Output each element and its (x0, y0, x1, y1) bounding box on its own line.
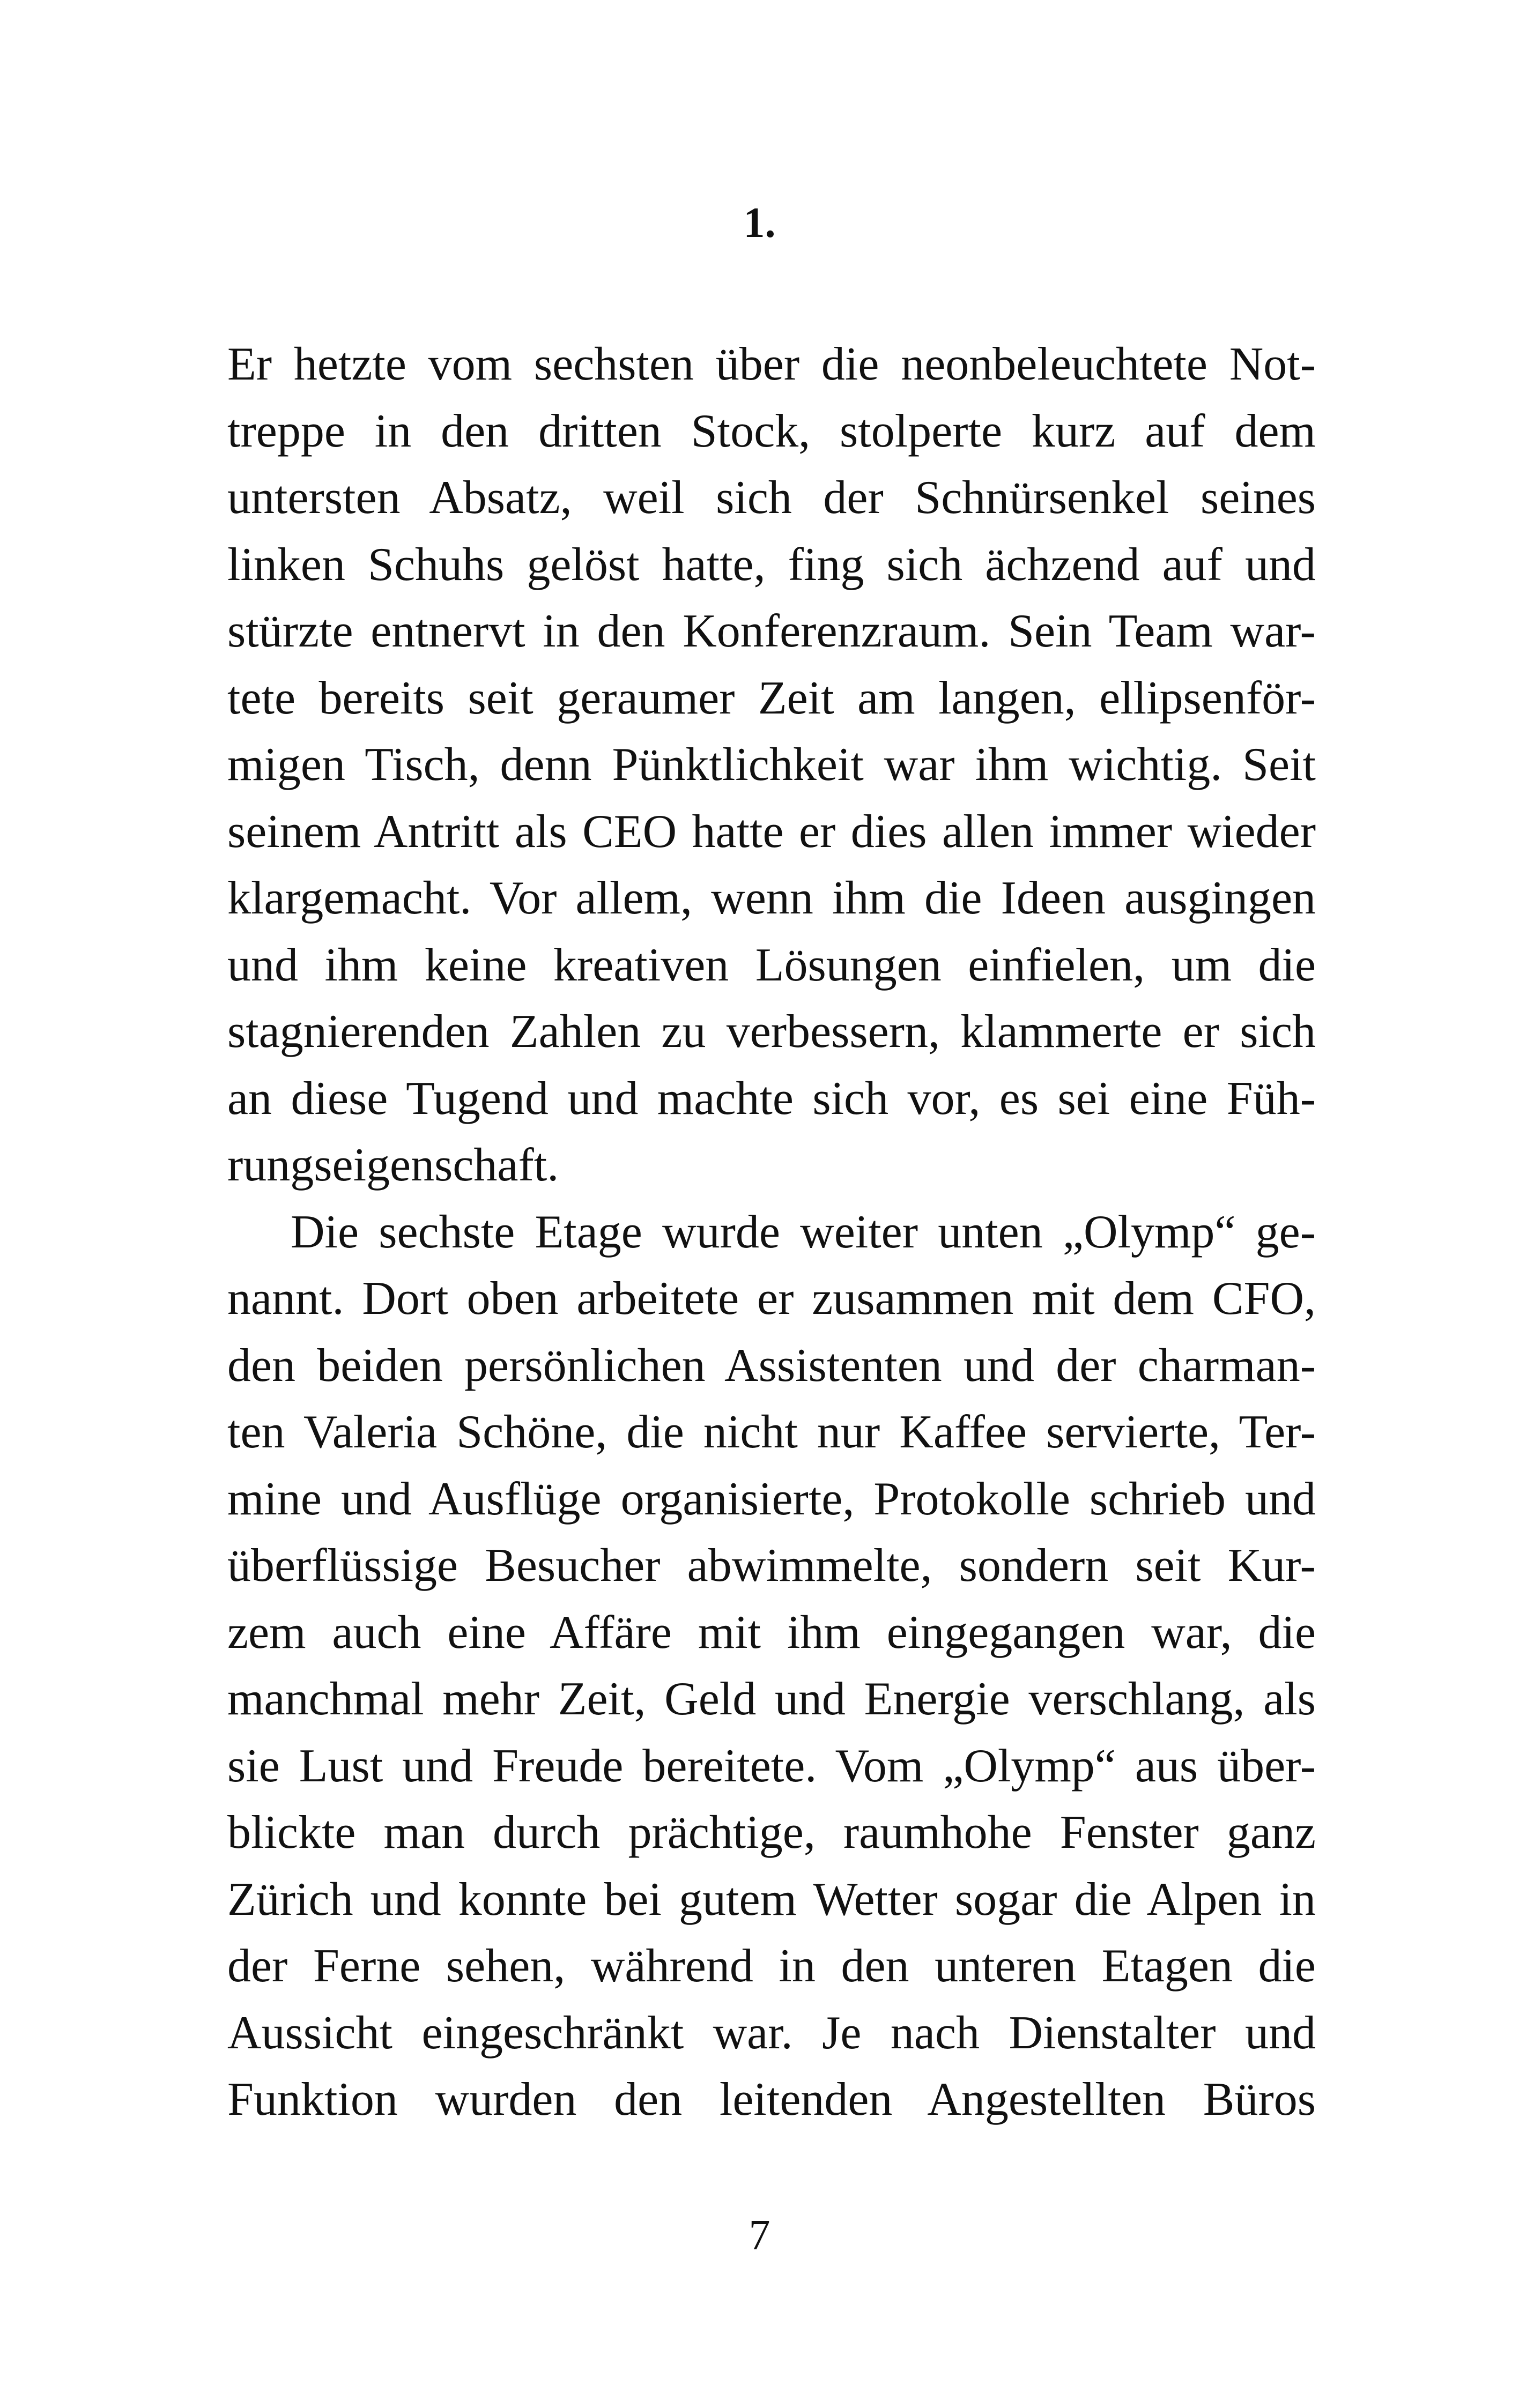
body-text (227, 331, 1316, 2134)
text-line: überflüssige Besucher abwimmelte, sondern seit Kur- (227, 1540, 1316, 1592)
text-line: stagnierenden Zahlen zu verbessern, klammerte er sich (227, 1006, 1316, 1058)
chapter-number: 1. (743, 199, 776, 247)
text-line: Zürich und konnte bei gutem Wetter sogar die Alpen in (227, 1873, 1316, 1926)
text-line: untersten Absatz, weil sich der Schnürsenkel seines (227, 472, 1316, 524)
text-line: stürzte entnervt in den Konferenzraum. Sein Team war- (227, 605, 1316, 657)
text-line: Er hetzte vom sechsten über die neonbeleuchtete Not- (227, 338, 1316, 390)
text-line: an diese Tugend und machte sich vor, es sei eine Füh- (227, 1072, 1316, 1125)
text-line: Die sechste Etage wurde weiter unten „Olymp“ ge- (291, 1206, 1316, 1258)
text-line: manchmal mehr Zeit, Geld und Energie verschlang, als (227, 1673, 1316, 1725)
text-line: blickte man durch prächtige, raumhohe Fenster ganz (227, 1807, 1316, 1859)
text-line: ten Valeria Schöne, die nicht nur Kaffee servierte, Ter- (227, 1406, 1316, 1458)
text-line: Aussicht eingeschränkt war. Je nach Dienstalter und (227, 2006, 1316, 2059)
text-line: zem auch eine Affäre mit ihm eingegangen war, die (227, 1606, 1316, 1659)
text-line: seinem Antritt als CEO hatte er dies allen immer wieder (227, 805, 1316, 858)
text-line: mine und Ausflüge organisierte, Protokolle schrieb und (227, 1473, 1316, 1525)
text-line: linken Schuhs gelöst hatte, fing sich ächzend auf und (227, 538, 1316, 591)
text-line: den beiden persönlichen Assistenten und der charman- (227, 1339, 1316, 1392)
text-line: tete bereits seit geraumer Zeit am langen, ellipsenför- (227, 672, 1316, 724)
page-number: 7 (749, 2212, 770, 2259)
text-line: klargemacht. Vor allem, wenn ihm die Ideen ausgingen (227, 872, 1316, 924)
text-line: sie Lust und Freude bereitete. Vom „Olymp“ aus über- (227, 1740, 1316, 1792)
text-line: und ihm keine kreativen Lösungen einfielen, um die (227, 939, 1316, 991)
text-line: treppe in den dritten Stock, stolperte kurz auf dem (227, 405, 1316, 457)
text-line: nannt. Dort oben arbeitete er zusammen mit dem CFO, (227, 1273, 1316, 1325)
text-line: der Ferne sehen, während in den unteren Etagen die (227, 1940, 1316, 1992)
text-line: migen Tisch, denn Pünktlichkeit war ihm wichtig. Seit (227, 739, 1316, 791)
text-line: rungseigenschaft. (227, 1139, 559, 1191)
text-line: Funktion wurden den leitenden Angestellten Büros (227, 2073, 1316, 2125)
